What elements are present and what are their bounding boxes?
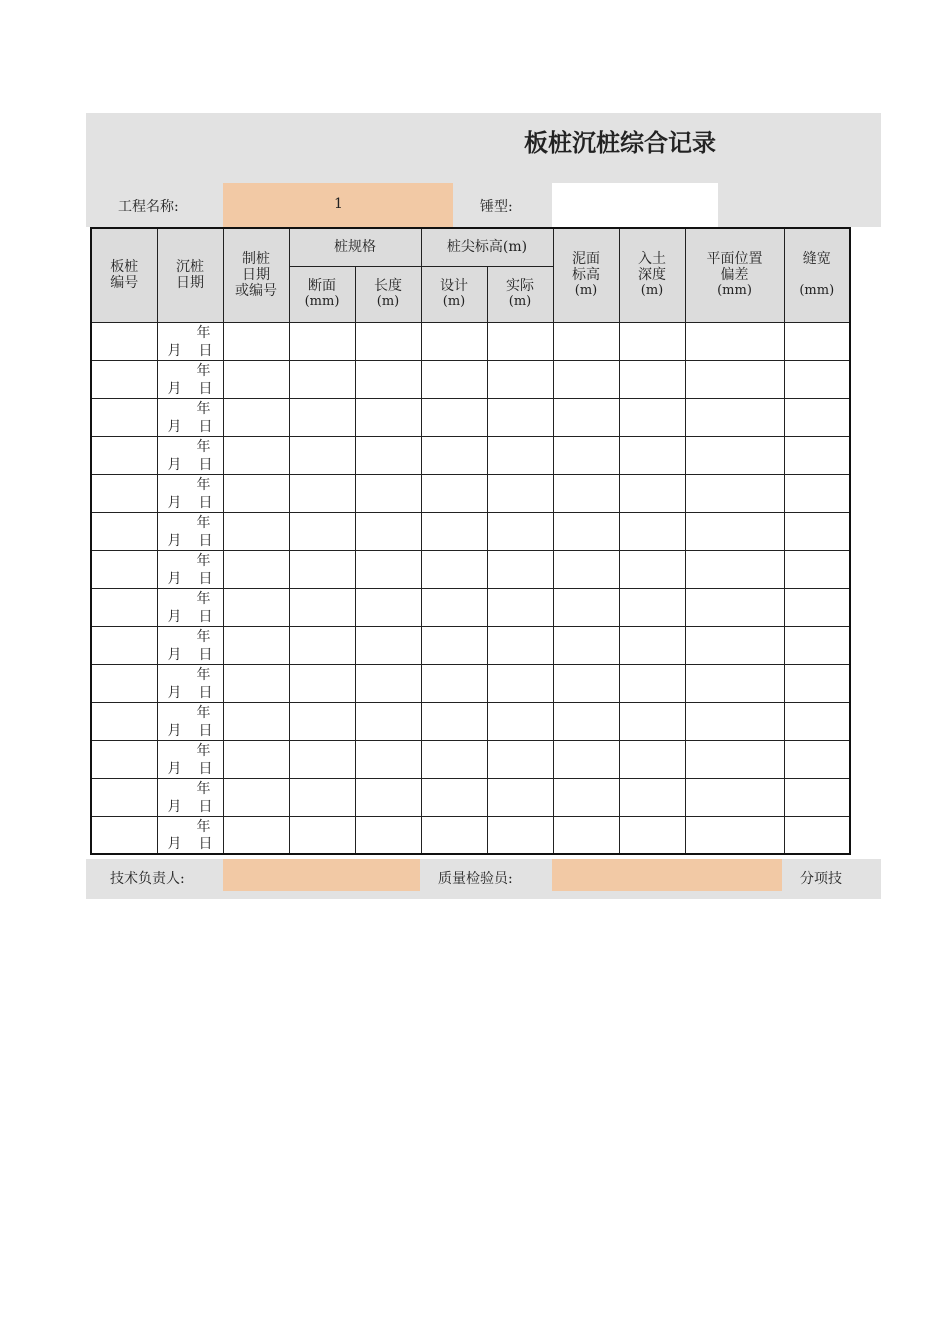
sink-date-cell[interactable] bbox=[157, 398, 223, 436]
table-cell[interactable] bbox=[619, 588, 685, 626]
month-label: 月 bbox=[167, 570, 182, 587]
table-cell[interactable] bbox=[421, 664, 487, 702]
table-cell[interactable] bbox=[553, 360, 619, 398]
table-cell[interactable] bbox=[487, 626, 553, 664]
table-cell[interactable] bbox=[421, 360, 487, 398]
table-cell[interactable] bbox=[355, 816, 421, 854]
day-label: 日 bbox=[198, 532, 213, 549]
table-cell[interactable] bbox=[553, 550, 619, 588]
table-row bbox=[91, 398, 850, 436]
table-cell[interactable] bbox=[784, 550, 850, 588]
table-cell[interactable] bbox=[685, 816, 784, 854]
day-label: 日 bbox=[198, 342, 213, 359]
table-cell[interactable] bbox=[685, 512, 784, 550]
day-label: 日 bbox=[198, 798, 213, 815]
record-table bbox=[90, 227, 851, 855]
table-cell[interactable] bbox=[619, 322, 685, 360]
table-cell[interactable] bbox=[421, 322, 487, 360]
table-cell[interactable] bbox=[91, 588, 157, 626]
month-label: 月 bbox=[167, 342, 182, 359]
table-cell[interactable] bbox=[685, 550, 784, 588]
table-row bbox=[91, 626, 850, 664]
day-label: 日 bbox=[198, 494, 213, 511]
table-cell[interactable] bbox=[685, 398, 784, 436]
sub-item-label: 分项技 bbox=[800, 871, 842, 887]
table-cell[interactable] bbox=[289, 664, 355, 702]
table-cell[interactable] bbox=[289, 702, 355, 740]
header-design: 设计 (m) bbox=[421, 266, 487, 322]
sink-date-cell[interactable] bbox=[157, 512, 223, 550]
table-cell[interactable] bbox=[487, 664, 553, 702]
tech-lead-label: 技术负责人: bbox=[110, 871, 185, 887]
year-label: 年 bbox=[196, 742, 211, 759]
table-cell[interactable] bbox=[619, 398, 685, 436]
table-cell[interactable] bbox=[289, 740, 355, 778]
table-cell[interactable] bbox=[223, 702, 289, 740]
table-cell[interactable] bbox=[487, 360, 553, 398]
header-embed-depth: 入土 深度 (m) bbox=[619, 228, 685, 322]
year-label: 年 bbox=[196, 818, 211, 835]
table-cell[interactable] bbox=[289, 588, 355, 626]
table-cell[interactable] bbox=[355, 360, 421, 398]
table-row bbox=[91, 740, 850, 778]
table-row bbox=[91, 436, 850, 474]
footer-band bbox=[86, 859, 881, 899]
day-label: 日 bbox=[198, 380, 213, 397]
table-cell[interactable] bbox=[487, 322, 553, 360]
table-cell[interactable] bbox=[223, 588, 289, 626]
table-cell[interactable] bbox=[685, 626, 784, 664]
table-cell[interactable] bbox=[553, 740, 619, 778]
hammer-type-label: 锤型: bbox=[480, 199, 513, 215]
table-cell[interactable] bbox=[685, 360, 784, 398]
table-cell[interactable] bbox=[91, 436, 157, 474]
table-cell[interactable] bbox=[223, 436, 289, 474]
header-plane-offset: 平面位置 偏差 (mm) bbox=[685, 228, 784, 322]
table-cell[interactable] bbox=[685, 322, 784, 360]
table-cell[interactable] bbox=[223, 360, 289, 398]
info-band bbox=[86, 183, 881, 227]
table-cell[interactable] bbox=[553, 512, 619, 550]
sink-date-cell[interactable] bbox=[157, 778, 223, 816]
table-cell[interactable] bbox=[355, 778, 421, 816]
table-cell[interactable] bbox=[553, 398, 619, 436]
header-mud-level: 泥面 标高 (m) bbox=[553, 228, 619, 322]
table-row bbox=[91, 322, 850, 360]
project-name-field[interactable] bbox=[223, 183, 453, 227]
table-cell[interactable] bbox=[355, 740, 421, 778]
table-cell[interactable] bbox=[487, 702, 553, 740]
sink-date-cell[interactable] bbox=[157, 816, 223, 854]
table-cell[interactable] bbox=[784, 360, 850, 398]
table-cell[interactable] bbox=[421, 702, 487, 740]
table-cell[interactable] bbox=[289, 322, 355, 360]
year-label: 年 bbox=[196, 590, 211, 607]
table-cell[interactable] bbox=[784, 474, 850, 512]
day-label: 日 bbox=[198, 836, 213, 852]
table-cell[interactable] bbox=[784, 398, 850, 436]
table-cell[interactable] bbox=[487, 588, 553, 626]
sink-date-cell[interactable] bbox=[157, 322, 223, 360]
table-cell[interactable] bbox=[487, 436, 553, 474]
sink-date-cell[interactable] bbox=[157, 360, 223, 398]
table-cell[interactable] bbox=[91, 322, 157, 360]
table-cell[interactable] bbox=[355, 626, 421, 664]
sink-date-cell[interactable] bbox=[157, 740, 223, 778]
month-label: 月 bbox=[167, 646, 182, 663]
header-pile-no: 板桩 编号 bbox=[91, 228, 157, 322]
table-cell[interactable] bbox=[619, 436, 685, 474]
record-sheet bbox=[86, 113, 881, 899]
day-label: 日 bbox=[198, 418, 213, 435]
table-cell[interactable] bbox=[553, 816, 619, 854]
table-cell[interactable] bbox=[421, 512, 487, 550]
table-cell[interactable] bbox=[421, 778, 487, 816]
header-length: 长度 (m) bbox=[355, 266, 421, 322]
tech-lead-field[interactable] bbox=[223, 859, 420, 891]
day-label: 日 bbox=[198, 646, 213, 663]
table-row bbox=[91, 702, 850, 740]
table-cell[interactable] bbox=[421, 740, 487, 778]
table-cell[interactable] bbox=[619, 512, 685, 550]
year-label: 年 bbox=[196, 438, 211, 455]
year-label: 年 bbox=[196, 780, 211, 797]
table-cell[interactable] bbox=[355, 398, 421, 436]
header-tip-group: 桩尖标高(m) bbox=[421, 228, 553, 266]
year-label: 年 bbox=[196, 362, 211, 379]
table-cell[interactable] bbox=[619, 816, 685, 854]
table-cell[interactable] bbox=[421, 474, 487, 512]
header-make-date: 制桩 日期 或编号 bbox=[223, 228, 289, 322]
table-cell[interactable] bbox=[91, 512, 157, 550]
table-cell[interactable] bbox=[355, 550, 421, 588]
project-name-label: 工程名称: bbox=[118, 199, 179, 215]
month-label: 月 bbox=[167, 494, 182, 511]
table-cell[interactable] bbox=[784, 664, 850, 702]
table-cell[interactable] bbox=[487, 816, 553, 854]
table-cell[interactable] bbox=[289, 626, 355, 664]
table-cell[interactable] bbox=[91, 664, 157, 702]
project-name-value: 1 bbox=[334, 196, 343, 212]
year-label: 年 bbox=[196, 400, 211, 417]
day-label: 日 bbox=[198, 570, 213, 587]
table-cell[interactable] bbox=[553, 588, 619, 626]
table-cell[interactable] bbox=[91, 474, 157, 512]
table-cell[interactable] bbox=[91, 740, 157, 778]
month-label: 月 bbox=[167, 532, 182, 549]
sink-date-cell[interactable] bbox=[157, 474, 223, 512]
header-spec-group: 桩规格 bbox=[289, 228, 421, 266]
table-cell[interactable] bbox=[91, 702, 157, 740]
table-cell[interactable] bbox=[685, 436, 784, 474]
table-cell[interactable] bbox=[421, 550, 487, 588]
table-cell[interactable] bbox=[619, 626, 685, 664]
header-sink-date: 沉桩 日期 bbox=[157, 228, 223, 322]
year-label: 年 bbox=[196, 628, 211, 645]
table-cell[interactable] bbox=[289, 474, 355, 512]
month-label: 月 bbox=[167, 380, 182, 397]
table-cell[interactable] bbox=[553, 702, 619, 740]
table-cell[interactable] bbox=[289, 360, 355, 398]
page-title: 板桩沉桩综合记录 bbox=[524, 129, 716, 157]
table-cell[interactable] bbox=[223, 816, 289, 854]
table-cell[interactable] bbox=[685, 740, 784, 778]
table-row bbox=[91, 588, 850, 626]
table-cell[interactable] bbox=[91, 778, 157, 816]
table-cell[interactable] bbox=[619, 550, 685, 588]
table-row bbox=[91, 664, 850, 702]
day-label: 日 bbox=[198, 722, 213, 739]
sink-date-cell[interactable] bbox=[157, 550, 223, 588]
table-cell[interactable] bbox=[355, 664, 421, 702]
year-label: 年 bbox=[196, 704, 211, 721]
month-label: 月 bbox=[167, 418, 182, 435]
year-label: 年 bbox=[196, 476, 211, 493]
year-label: 年 bbox=[196, 514, 211, 531]
table-body bbox=[91, 322, 850, 854]
month-label: 月 bbox=[167, 836, 182, 852]
hammer-type-field[interactable] bbox=[552, 183, 718, 227]
table-row bbox=[91, 474, 850, 512]
month-label: 月 bbox=[167, 760, 182, 777]
table-row bbox=[91, 550, 850, 588]
table-cell[interactable] bbox=[685, 702, 784, 740]
table-cell[interactable] bbox=[289, 398, 355, 436]
table-cell[interactable] bbox=[619, 664, 685, 702]
table-cell[interactable] bbox=[421, 626, 487, 664]
table-cell[interactable] bbox=[784, 322, 850, 360]
table-cell[interactable] bbox=[355, 588, 421, 626]
table-cell[interactable] bbox=[553, 436, 619, 474]
day-label: 日 bbox=[198, 684, 213, 701]
table-cell[interactable] bbox=[421, 398, 487, 436]
month-label: 月 bbox=[167, 608, 182, 625]
table-cell[interactable] bbox=[553, 322, 619, 360]
header-actual: 实际 (m) bbox=[487, 266, 553, 322]
table-cell[interactable] bbox=[355, 702, 421, 740]
table-cell[interactable] bbox=[355, 474, 421, 512]
table-cell[interactable] bbox=[784, 740, 850, 778]
sink-date-cell[interactable] bbox=[157, 664, 223, 702]
table-cell[interactable] bbox=[223, 550, 289, 588]
table-cell[interactable] bbox=[685, 588, 784, 626]
table-cell[interactable] bbox=[421, 588, 487, 626]
table-cell[interactable] bbox=[553, 778, 619, 816]
table-cell[interactable] bbox=[553, 474, 619, 512]
table-cell[interactable] bbox=[784, 512, 850, 550]
table-cell[interactable] bbox=[784, 816, 850, 854]
table-cell[interactable] bbox=[619, 740, 685, 778]
month-label: 月 bbox=[167, 798, 182, 815]
table-cell[interactable] bbox=[91, 816, 157, 854]
table-cell[interactable] bbox=[289, 816, 355, 854]
table-cell[interactable] bbox=[91, 360, 157, 398]
year-label: 年 bbox=[196, 666, 211, 683]
table-row bbox=[91, 512, 850, 550]
table-cell[interactable] bbox=[223, 626, 289, 664]
table-cell[interactable] bbox=[685, 664, 784, 702]
table-cell[interactable] bbox=[223, 398, 289, 436]
table-cell[interactable] bbox=[487, 778, 553, 816]
table-cell[interactable] bbox=[487, 398, 553, 436]
table-cell[interactable] bbox=[223, 512, 289, 550]
table-cell[interactable] bbox=[355, 322, 421, 360]
table-cell[interactable] bbox=[91, 550, 157, 588]
year-label: 年 bbox=[196, 324, 211, 341]
table-cell[interactable] bbox=[223, 778, 289, 816]
table-cell[interactable] bbox=[619, 778, 685, 816]
table-cell[interactable] bbox=[487, 474, 553, 512]
table-cell[interactable] bbox=[355, 512, 421, 550]
table-cell[interactable] bbox=[619, 702, 685, 740]
sink-date-cell[interactable] bbox=[157, 702, 223, 740]
table-cell[interactable] bbox=[91, 398, 157, 436]
table-cell[interactable] bbox=[553, 626, 619, 664]
table-cell[interactable] bbox=[487, 512, 553, 550]
table-cell[interactable] bbox=[619, 474, 685, 512]
table-cell[interactable] bbox=[223, 322, 289, 360]
table-cell[interactable] bbox=[487, 550, 553, 588]
table-cell[interactable] bbox=[619, 360, 685, 398]
table-cell[interactable] bbox=[487, 740, 553, 778]
table-cell[interactable] bbox=[784, 702, 850, 740]
table-cell[interactable] bbox=[421, 816, 487, 854]
sink-date-cell[interactable] bbox=[157, 626, 223, 664]
table-cell[interactable] bbox=[553, 664, 619, 702]
table-cell[interactable] bbox=[784, 778, 850, 816]
table-cell[interactable] bbox=[784, 626, 850, 664]
sink-date-cell[interactable] bbox=[157, 436, 223, 474]
table-cell[interactable] bbox=[685, 778, 784, 816]
table-cell[interactable] bbox=[289, 512, 355, 550]
inspector-field[interactable] bbox=[552, 859, 782, 891]
table-cell[interactable] bbox=[421, 436, 487, 474]
table-row bbox=[91, 360, 850, 398]
table-cell[interactable] bbox=[223, 664, 289, 702]
title-band bbox=[86, 113, 881, 183]
table-cell[interactable] bbox=[91, 626, 157, 664]
header-gap-width: 缝宽 (mm) bbox=[784, 228, 850, 322]
year-label: 年 bbox=[196, 552, 211, 569]
table-cell[interactable] bbox=[289, 778, 355, 816]
month-label: 月 bbox=[167, 722, 182, 739]
table-cell[interactable] bbox=[223, 474, 289, 512]
day-label: 日 bbox=[198, 608, 213, 625]
table-cell[interactable] bbox=[784, 588, 850, 626]
table-row bbox=[91, 816, 850, 854]
month-label: 月 bbox=[167, 684, 182, 701]
day-label: 日 bbox=[198, 456, 213, 473]
month-label: 月 bbox=[167, 456, 182, 473]
table-cell[interactable] bbox=[289, 436, 355, 474]
table-row bbox=[91, 778, 850, 816]
table-cell[interactable] bbox=[355, 436, 421, 474]
inspector-label: 质量检验员: bbox=[438, 871, 513, 887]
table-cell[interactable] bbox=[685, 474, 784, 512]
table-cell[interactable] bbox=[289, 550, 355, 588]
header-section: 断面 (mm) bbox=[289, 266, 355, 322]
table-cell[interactable] bbox=[223, 740, 289, 778]
sink-date-cell[interactable] bbox=[157, 588, 223, 626]
table-cell[interactable] bbox=[784, 436, 850, 474]
day-label: 日 bbox=[198, 760, 213, 777]
